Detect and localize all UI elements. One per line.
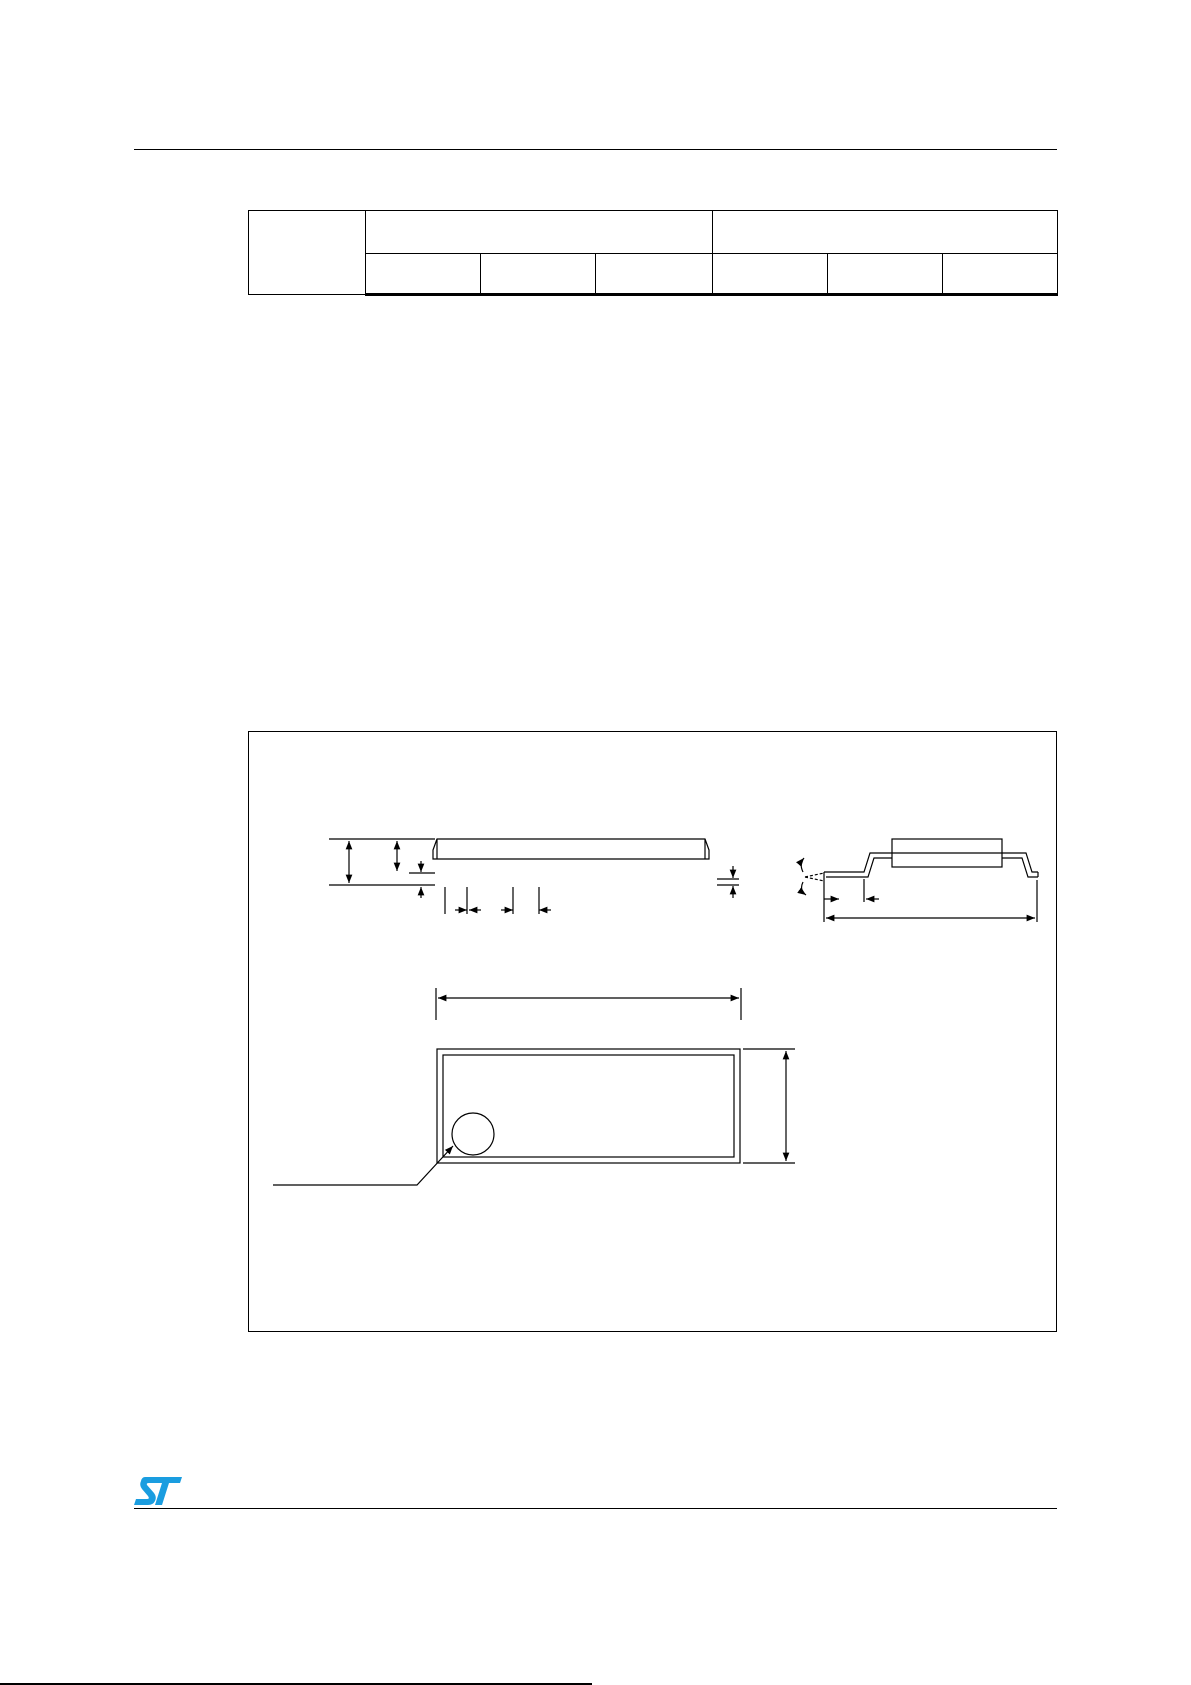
top-view-body-outer: [437, 1049, 740, 1163]
table-body: [249, 295, 1058, 669]
pin1-leader-arrow: [273, 1146, 453, 1185]
package-drawing-frame: [248, 731, 1057, 1332]
pin1-dot-icon: [452, 1113, 494, 1155]
side-view-body: [433, 839, 709, 859]
header-group-1-cell: [366, 211, 713, 254]
header-sub-cell: [366, 254, 481, 295]
side-view: [329, 839, 739, 914]
header-sub-cell: [596, 254, 713, 295]
header-sub-cell: [943, 254, 1058, 295]
st-logo-icon: [134, 1475, 184, 1509]
header-dimension-cell: [249, 211, 366, 295]
package-outline-drawing: [249, 732, 1058, 1333]
top-view: [273, 988, 795, 1185]
end-view-left-lead: [824, 853, 892, 872]
dim-K-arrow-bottom: [802, 882, 806, 895]
top-view-body-inner: [443, 1055, 734, 1157]
dim-K-arrow-top: [801, 858, 804, 872]
footer-rule: [134, 1508, 1057, 1509]
header-rule: [134, 149, 1057, 150]
header-group-2-cell: [713, 211, 1058, 254]
header-sub-cell: [481, 254, 596, 295]
end-view: [801, 839, 1038, 922]
header-sub-cell: [713, 254, 828, 295]
dimensions-table: [248, 210, 1058, 670]
header-sub-cell: [828, 254, 943, 295]
